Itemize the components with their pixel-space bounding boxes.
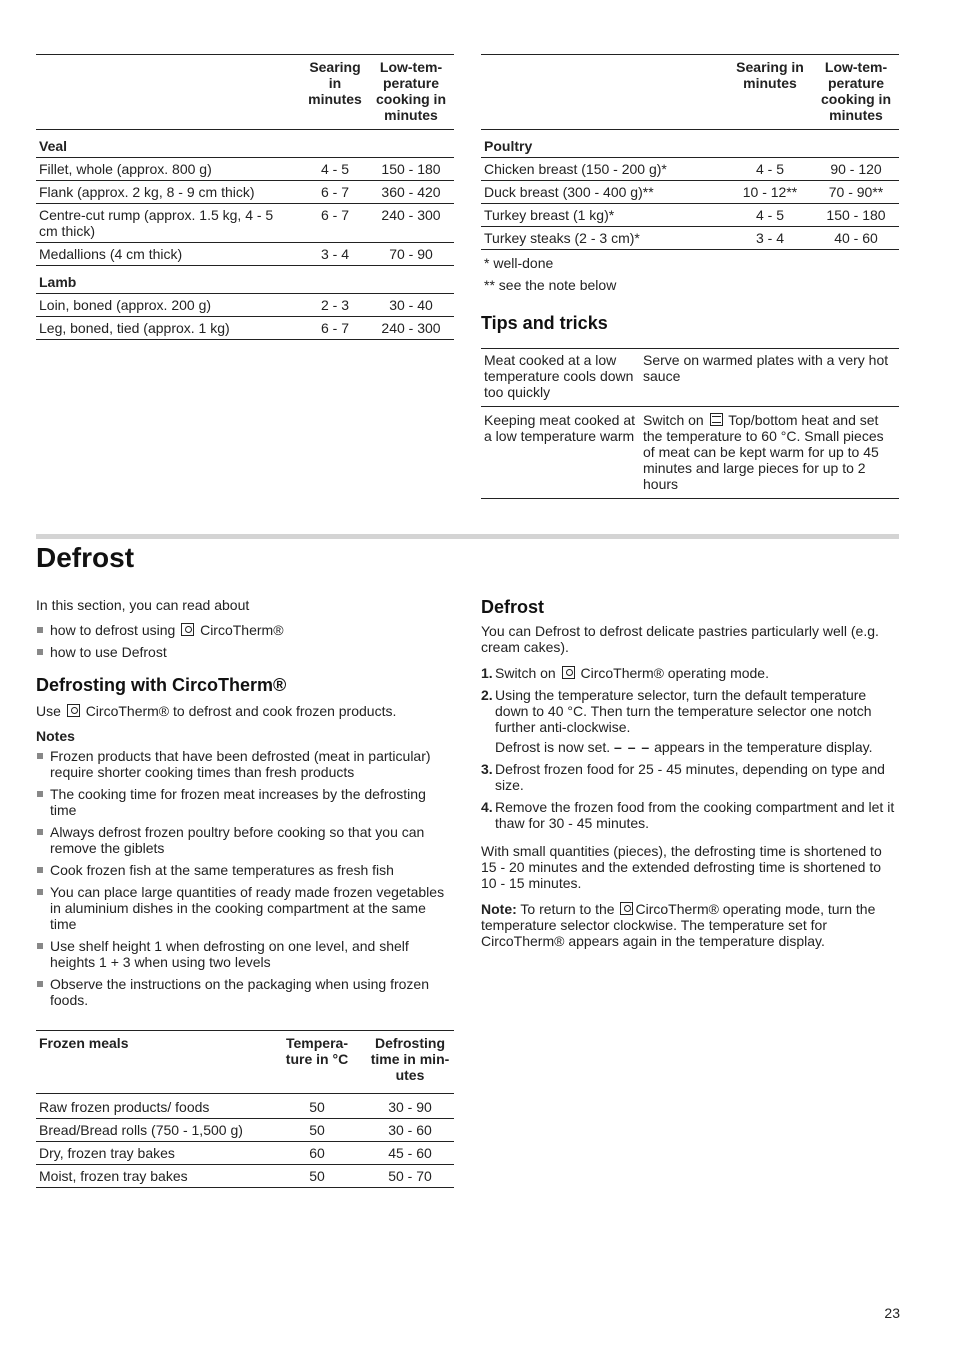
tip-solution xyxy=(640,407,899,499)
table-row xyxy=(481,204,899,227)
cell-time: 45 - 60 xyxy=(366,1142,454,1165)
tip-solution: Serve on warmed plates with a very hot sauce xyxy=(640,349,899,407)
circotherm-icon xyxy=(181,623,194,636)
header-temperature: Tempera- ture in °C xyxy=(285,1035,349,1067)
small-quantities-text: With small quantities (pieces), the defrosting time is shortened to 15 - 20 minutes and the extended defrosting time is shortened to 10 - 15 minutes. xyxy=(481,843,882,891)
step-result: Defrost is now set. – – – appears in the temperature display. xyxy=(495,739,873,755)
table-row xyxy=(481,181,899,204)
cell-searing: 4 - 5 xyxy=(727,204,813,227)
tip-solution-text-a: Switch on xyxy=(643,412,704,428)
tips-table xyxy=(481,348,899,499)
cell-low-temp: 40 - 60 xyxy=(813,227,899,250)
group-title: Lamb xyxy=(36,266,454,294)
footnote-well-done: * well-done xyxy=(484,255,554,271)
header-frozen-meals: Frozen meals xyxy=(39,1035,129,1051)
table-row xyxy=(481,227,899,250)
page-number: 23 xyxy=(884,1305,900,1321)
group-title: Poultry xyxy=(481,130,899,158)
meat-table-left xyxy=(36,54,454,340)
cell-searing: 6 - 7 xyxy=(302,204,368,243)
circo-heading: Defrosting with CircoTherm® xyxy=(36,675,287,695)
cell-food: Chicken breast (150 - 200 g)* xyxy=(481,158,727,181)
cell-low-temp: 150 - 180 xyxy=(368,158,454,181)
cell-low-temp: 240 - 300 xyxy=(368,317,454,340)
table-row xyxy=(36,317,454,340)
list-item: The cooking time for frozen meat increases by the defrosting time xyxy=(36,786,454,818)
circotherm-icon xyxy=(67,704,80,717)
cell-temperature: 60 xyxy=(268,1142,366,1165)
cell-food: Turkey breast (1 kg)* xyxy=(481,204,727,227)
cell-food: Fillet, whole (approx. 800 g) xyxy=(36,158,302,181)
tip-problem: Keeping meat cooked at a low temperature warm xyxy=(481,407,640,499)
cell-food: Loin, boned (approx. 200 g) xyxy=(36,294,302,317)
meat-table-right xyxy=(481,54,899,293)
tips-heading: Tips and tricks xyxy=(481,313,608,333)
table-row xyxy=(481,407,899,499)
notes-list xyxy=(36,748,454,1008)
table-row xyxy=(36,1165,454,1188)
list-item: how to use Defrost xyxy=(36,644,454,660)
note-text: Note: To return to the CircoTherm® operating mode, turn the temperature selector clockwise. The temperature set for CircoTherm® appears again in the temperature display. xyxy=(481,901,876,949)
table-row xyxy=(481,158,899,181)
table-row xyxy=(481,349,899,407)
tip-solution-text-b: Top/bottom heat and set the temperature to 60 °C. Small pieces of meat can be kept warm for up to 45 minutes and large pieces for up to 2 hours xyxy=(643,412,884,492)
cell-low-temp: 360 - 420 xyxy=(368,181,454,204)
list-item: You can place large quantities of ready made frozen vegetables in aluminium dishes in the cooking compartment at the same time xyxy=(36,884,454,932)
cell-food: Raw frozen products/ foods xyxy=(36,1094,268,1119)
cell-low-temp: 240 - 300 xyxy=(368,204,454,243)
table-row xyxy=(36,204,454,243)
cell-searing: 6 - 7 xyxy=(302,317,368,340)
group-title: Veal xyxy=(36,130,454,158)
cell-temperature: 50 xyxy=(268,1094,366,1119)
cell-food: Duck breast (300 - 400 g)** xyxy=(481,181,727,204)
circo-use-text: Use CircoTherm® to defrost and cook frozen products. xyxy=(36,703,397,719)
cell-food: Moist, frozen tray bakes xyxy=(36,1165,268,1188)
list-item: Observe the instructions on the packaging when using frozen foods. xyxy=(36,976,454,1008)
defrost-heading: Defrost xyxy=(481,597,545,617)
about-list xyxy=(36,622,454,660)
header-low-temp: Low-tem- perature cooking in minutes xyxy=(376,59,446,123)
cell-food: Centre-cut rump (approx. 1.5 kg, 4 - 5 cm thick) xyxy=(36,204,302,243)
cell-searing: 2 - 3 xyxy=(302,294,368,317)
list-item: Cook frozen fish at the same temperatures as fresh fish xyxy=(36,862,454,878)
cell-low-temp: 70 - 90 xyxy=(368,243,454,266)
list-item: 3. Defrost frozen food for 25 - 45 minutes, depending on type and size. xyxy=(481,761,885,793)
section-divider xyxy=(36,534,899,539)
list-item: Frozen products that have been defrosted (meat in particular) require shorter cooking times than fresh products xyxy=(36,748,454,780)
cell-food: Flank (approx. 2 kg, 8 - 9 cm thick) xyxy=(36,181,302,204)
list-item: 1. Switch on CircoTherm® operating mode. xyxy=(481,665,769,681)
header-low-temp: Low-tem- perature cooking in minutes xyxy=(821,59,891,123)
dash-display: – – – xyxy=(614,739,651,755)
cell-food: Turkey steaks (2 - 3 cm)* xyxy=(481,227,727,250)
table-row xyxy=(36,243,454,266)
cell-temperature: 50 xyxy=(268,1119,366,1142)
circotherm-icon xyxy=(562,666,575,679)
list-item: 2. Using the temperature selector, turn the default temperature down to 40 °C. Then turn the temperature selector one notch further anti-clockwise. Defrost is now set. – – – appears in the temperature display. xyxy=(481,687,899,755)
cell-time: 30 - 90 xyxy=(366,1094,454,1119)
cell-food: Bread/Bread rolls (750 - 1,500 g) xyxy=(36,1119,268,1142)
footnote-see-note: ** see the note below xyxy=(484,277,617,293)
list-item: how to defrost using CircoTherm® xyxy=(36,622,454,638)
top-bottom-heat-icon xyxy=(710,413,723,426)
cell-low-temp: 70 - 90** xyxy=(813,181,899,204)
cell-searing: 10 - 12** xyxy=(727,181,813,204)
cell-temperature: 50 xyxy=(268,1165,366,1188)
defrost-intro: You can Defrost to defrost delicate pastries particularly well (e.g. cream cakes). xyxy=(481,623,879,655)
cell-low-temp: 30 - 40 xyxy=(368,294,454,317)
table-row xyxy=(36,1142,454,1165)
defrost-steps xyxy=(481,665,899,831)
cell-food: Medallions (4 cm thick) xyxy=(36,243,302,266)
right-column xyxy=(481,596,899,949)
cell-searing: 6 - 7 xyxy=(302,181,368,204)
page-title: Defrost xyxy=(36,542,135,573)
cell-searing: 3 - 4 xyxy=(727,227,813,250)
list-item: 4. Remove the frozen food from the cooking compartment and let it thaw for 30 - 45 minutes. xyxy=(481,799,895,831)
cell-low-temp: 150 - 180 xyxy=(813,204,899,227)
table-row xyxy=(36,294,454,317)
table-row xyxy=(36,181,454,204)
left-column xyxy=(36,597,454,1014)
cell-time: 50 - 70 xyxy=(366,1165,454,1188)
header-defrost-time: Defrosting time in min- utes xyxy=(370,1035,450,1083)
header-searing: Searing in minutes xyxy=(736,59,804,91)
frozen-table xyxy=(36,1030,454,1188)
notes-label: Notes xyxy=(36,728,75,744)
table-row xyxy=(36,1119,454,1142)
list-item: Use shelf height 1 when defrosting on one level, and shelf heights 1 + 3 when using two levels xyxy=(36,938,454,970)
circotherm-icon xyxy=(620,902,633,915)
cell-low-temp: 90 - 120 xyxy=(813,158,899,181)
cell-searing: 4 - 5 xyxy=(302,158,368,181)
cell-food: Dry, frozen tray bakes xyxy=(36,1142,268,1165)
list-item: Always defrost frozen poultry before cooking so that you can remove the giblets xyxy=(36,824,454,856)
tip-problem: Meat cooked at a low temperature cools down too quickly xyxy=(481,349,640,407)
cell-time: 30 - 60 xyxy=(366,1119,454,1142)
table-row xyxy=(36,158,454,181)
section-intro: In this section, you can read about xyxy=(36,597,250,613)
cell-food: Leg, boned, tied (approx. 1 kg) xyxy=(36,317,302,340)
table-row xyxy=(36,1094,454,1119)
header-searing: Searing in minutes xyxy=(308,59,362,107)
cell-searing: 3 - 4 xyxy=(302,243,368,266)
cell-searing: 4 - 5 xyxy=(727,158,813,181)
